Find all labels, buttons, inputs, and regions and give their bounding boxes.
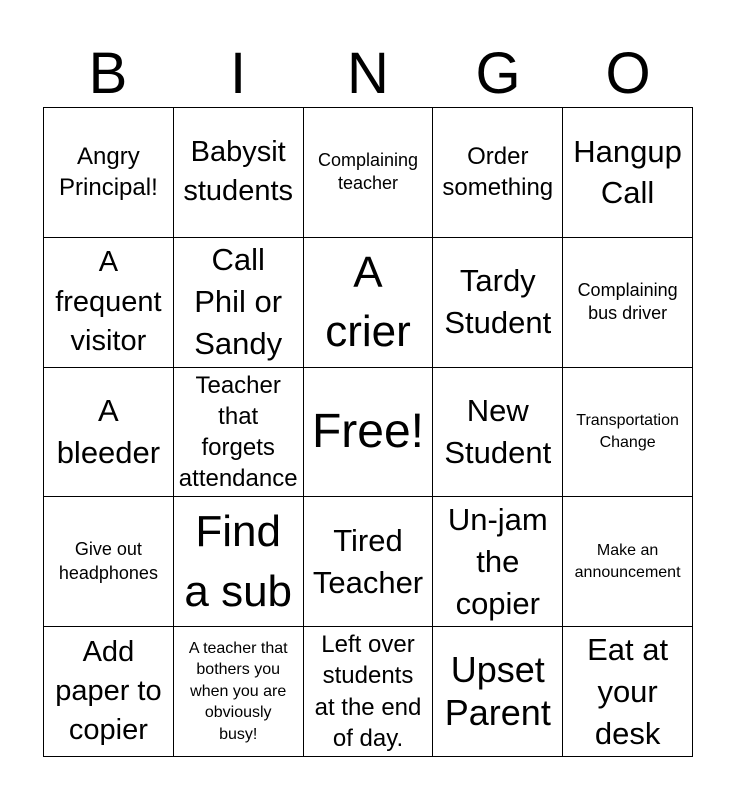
cell-label: Tired Teacher xyxy=(312,522,424,600)
bingo-cell-r4-c2[interactable] xyxy=(304,627,434,757)
cell-label: Babysit students xyxy=(183,136,294,208)
cell-label: Teacher that forgets attendance xyxy=(178,371,298,493)
bingo-cell-r1-c3[interactable] xyxy=(433,238,563,368)
bingo-cell-r0-c2[interactable] xyxy=(304,108,434,238)
bingo-header xyxy=(43,40,693,108)
cell-label: Call Phil or Sandy xyxy=(194,242,283,362)
cell-label: Complaining teacher xyxy=(317,150,419,194)
header-letter-g: G xyxy=(475,41,521,106)
bingo-cell-r4-c1[interactable] xyxy=(174,627,304,757)
header-letter-b: B xyxy=(88,41,128,106)
bingo-cell-r0-c4[interactable] xyxy=(563,108,693,238)
bingo-cell-r3-c2[interactable] xyxy=(304,497,434,627)
bingo-cell-r3-c4[interactable] xyxy=(563,497,693,627)
cell-label: A teacher that bothers you when you are obviously busy! xyxy=(188,639,288,743)
cell-label: Order something xyxy=(442,143,554,202)
bingo-cell-r4-c3[interactable] xyxy=(433,627,563,757)
bingo-cell-r4-c4[interactable] xyxy=(563,627,693,757)
cell-label: Un-jam the copier xyxy=(447,502,548,621)
bingo-cell-r2-c3[interactable] xyxy=(433,368,563,498)
bingo-cell-r1-c4[interactable] xyxy=(563,238,693,368)
cell-label: Left over students at the end of day. xyxy=(314,631,422,752)
header-letter-n: N xyxy=(347,41,389,106)
header-letter-i: I xyxy=(229,41,247,106)
cell-label: New Student xyxy=(444,393,552,470)
bingo-cell-r0-c1[interactable] xyxy=(174,108,304,238)
cell-label: Add paper to copier xyxy=(55,635,162,747)
bingo-cell-r1-c2[interactable] xyxy=(304,238,434,368)
cell-label: Make an announcement xyxy=(574,542,681,581)
bingo-cell-r0-c0[interactable] xyxy=(44,108,174,238)
bingo-board xyxy=(43,107,693,757)
bingo-cell-r3-c3[interactable] xyxy=(433,497,563,627)
cell-label: A frequent visitor xyxy=(55,246,162,357)
cell-label: Find a sub xyxy=(184,507,293,616)
bingo-cell-r3-c0[interactable] xyxy=(44,497,174,627)
bingo-cell-r4-c0[interactable] xyxy=(44,627,174,757)
free-space: Free! xyxy=(311,404,424,458)
cell-label: Transportation Change xyxy=(576,412,679,451)
cell-label: Angry Principal! xyxy=(59,143,158,202)
cell-label: A bleeder xyxy=(56,393,161,470)
cell-label: Give out headphones xyxy=(58,539,158,583)
cell-label: A crier xyxy=(325,247,411,357)
bingo-cell-r1-c1[interactable] xyxy=(174,238,304,368)
cell-label: Eat at your desk xyxy=(587,631,669,751)
cell-label: Hangup Call xyxy=(573,133,682,211)
bingo-cell-r2-c1[interactable] xyxy=(174,368,304,498)
cell-label: Complaining bus driver xyxy=(577,279,678,324)
bingo-cell-r2-c4[interactable] xyxy=(563,368,693,498)
bingo-cell-r2-c2[interactable] xyxy=(304,368,434,498)
bingo-cell-r3-c1[interactable] xyxy=(174,497,304,627)
bingo-cell-r1-c0[interactable] xyxy=(44,238,174,368)
header-letter-o: O xyxy=(605,41,651,106)
cell-label: Tardy Student xyxy=(444,263,552,341)
bingo-cell-r0-c3[interactable] xyxy=(433,108,563,238)
bingo-cell-r2-c0[interactable] xyxy=(44,368,174,498)
cell-label: Upset Parent xyxy=(444,649,551,733)
